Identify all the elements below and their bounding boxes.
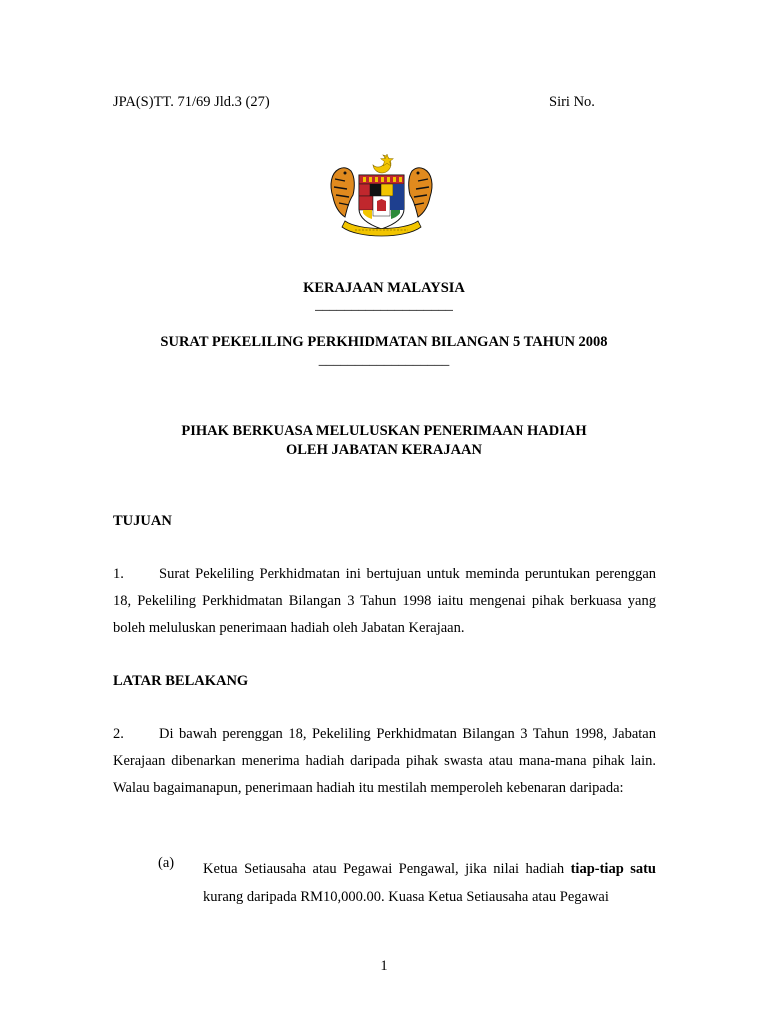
paragraph-1-number: 1. (113, 566, 124, 582)
coat-of-arms-emblem (325, 151, 438, 243)
paragraph-2-number: 2. (113, 726, 124, 742)
government-heading: KERAJAAN MALAYSIA (303, 280, 465, 296)
subitem-text-emphasis: tiap-tiap satu (570, 861, 656, 877)
subitem-text-end: kurang daripada RM10,000.00. Kuasa Ketua Setiausaha atau Pegawai (203, 889, 609, 905)
paragraph-2-text: Di bawah perenggan 18, Pekeliling Perkhidmatan Bilangan 3 Tahun 1998, Jabatan Kerajaan dibenarkan menerima hadiah daripada pihak swasta atau mana-mana pihak lain. Walau bagaimanapun, penerimaan hadiah itu mestilah memperoleh kebenaran daripada: (113, 726, 656, 796)
paragraph-1 (113, 561, 656, 642)
document-title-line-2: OLEH JABATAN KERAJAAN (285, 442, 483, 458)
subitem-text-start: Ketua Setiausaha atau Pegawai Pengawal, jika nilai hadiah (203, 861, 571, 877)
circular-rule: __________________ (318, 352, 450, 368)
paragraph-1-text: Surat Pekeliling Perkhidmatan ini bertujuan untuk meminda peruntukan perenggan 18, Pekeliling Perkhidmatan Bilangan 3 Tahun 1998 iaitu mengenai pihak berkuasa yang boleh meluluskan penerimaan hadiah oleh Jabatan Kerajaan. (113, 566, 656, 636)
reference-number: JPA(S)TT. 71/69 Jld.3 (27) (113, 94, 270, 110)
subitem-label: (a) (158, 855, 175, 871)
page-number: 1 (380, 958, 388, 974)
section-heading-latar-belakang: LATAR BELAKANG (113, 673, 249, 689)
subitem-text (203, 855, 656, 911)
circular-heading: SURAT PEKELILING PERKHIDMATAN BILANGAN 5 TAHUN 2008 (160, 334, 608, 350)
heading-rule: ___________________ (315, 297, 453, 313)
section-heading-tujuan: TUJUAN (113, 513, 172, 529)
paragraph-2 (113, 721, 656, 802)
document-title-line-1: PIHAK BERKUASA MELULUSKAN PENERIMAAN HADIAH (181, 423, 587, 439)
siri-number: Siri No. (549, 94, 595, 110)
